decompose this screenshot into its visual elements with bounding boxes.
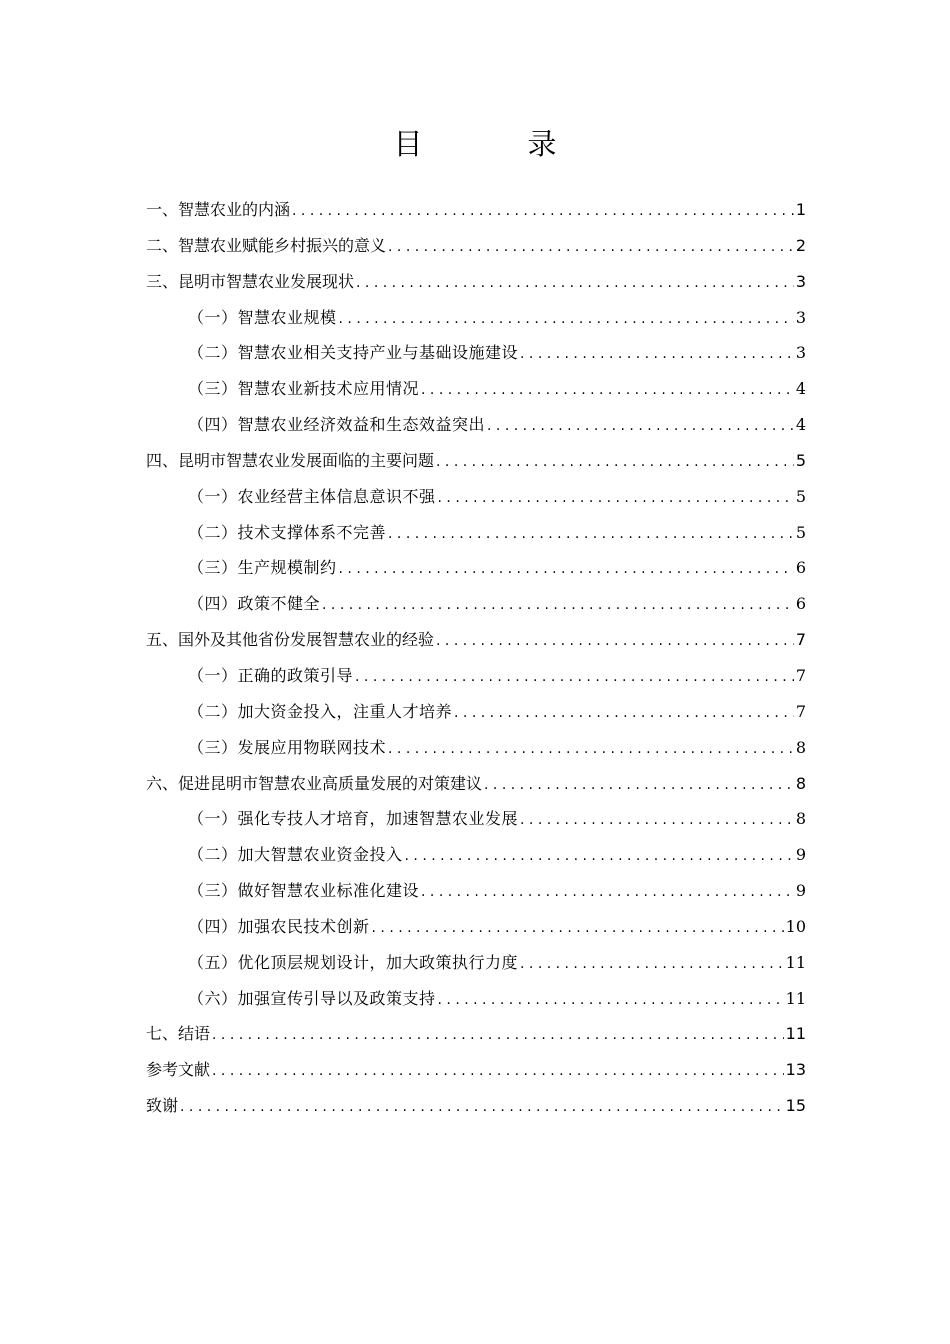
toc-entry-page-number: 3 bbox=[795, 343, 806, 363]
toc-dot-leader bbox=[436, 445, 794, 479]
toc-dot-leader bbox=[405, 839, 794, 873]
toc-dot-leader bbox=[454, 696, 794, 730]
toc-entry-page-number: 15 bbox=[785, 1096, 806, 1116]
toc-entry-title: 七、结语 bbox=[146, 1024, 211, 1044]
toc-entry[interactable] bbox=[146, 300, 806, 336]
toc-entry[interactable] bbox=[146, 730, 806, 766]
toc-entry-page-number: 10 bbox=[785, 916, 806, 936]
toc-entry[interactable] bbox=[146, 335, 806, 371]
toc-dot-leader bbox=[212, 1018, 784, 1052]
page-title: 目 录 bbox=[393, 127, 595, 161]
toc-entry-page-number: 9 bbox=[795, 881, 806, 901]
toc-entry[interactable] bbox=[146, 658, 806, 694]
toc-dot-leader bbox=[356, 266, 794, 300]
toc-dot-leader bbox=[388, 732, 794, 766]
toc-entry-page-number: 5 bbox=[795, 486, 806, 506]
toc-entry-title: （三）生产规模制约 bbox=[188, 558, 337, 578]
toc-entry-title: 六、促进昆明市智慧农业高质量发展的对策建议 bbox=[146, 773, 483, 793]
toc-dot-leader bbox=[372, 911, 784, 945]
toc-entry-page-number: 11 bbox=[785, 988, 806, 1008]
toc-entry-title: （一）正确的政策引导 bbox=[188, 665, 354, 685]
toc-entry[interactable] bbox=[146, 981, 806, 1017]
toc-dot-leader bbox=[421, 373, 794, 407]
toc-entry[interactable] bbox=[146, 407, 806, 443]
toc-entry-title: （二）智慧农业相关支持产业与基础设施建设 bbox=[188, 343, 519, 363]
toc-entry[interactable] bbox=[146, 443, 806, 479]
toc-entry-page-number: 8 bbox=[795, 737, 806, 757]
toc-entry-title: （二）加大智慧农业资金投入 bbox=[188, 845, 403, 865]
toc-entry-page-number: 11 bbox=[785, 1024, 806, 1044]
toc-entry[interactable] bbox=[146, 1052, 806, 1088]
toc-dot-leader bbox=[438, 481, 794, 515]
toc-dot-leader bbox=[388, 230, 794, 264]
toc-dot-leader bbox=[212, 1054, 784, 1088]
toc-entry-title: （四）加强农民技术创新 bbox=[188, 916, 370, 936]
toc-entry-page-number: 5 bbox=[795, 522, 806, 542]
toc-dot-leader bbox=[421, 875, 794, 909]
toc-entry-page-number: 11 bbox=[785, 952, 806, 972]
toc-entry[interactable] bbox=[146, 801, 806, 837]
toc-dot-leader bbox=[180, 1090, 784, 1124]
toc-entry-page-number: 4 bbox=[795, 415, 806, 435]
toc-entry-page-number: 6 bbox=[795, 558, 806, 578]
toc-entry-title: （一）强化专技人才培育，加速智慧农业发展 bbox=[188, 809, 519, 829]
toc-entry-title: 四、昆明市智慧农业发展面临的主要问题 bbox=[146, 450, 435, 470]
toc-entry-page-number: 4 bbox=[795, 379, 806, 399]
toc-entry-title: （四）政策不健全 bbox=[188, 594, 321, 614]
toc-entry[interactable] bbox=[146, 945, 806, 981]
toc-entry[interactable] bbox=[146, 766, 806, 802]
toc-entry-title: 五、国外及其他省份发展智慧农业的经验 bbox=[146, 630, 435, 650]
toc-entry[interactable] bbox=[146, 192, 806, 228]
toc-entry-title: （二）加大资金投入，注重人才培养 bbox=[188, 701, 453, 721]
toc-entry-title: （三）发展应用物联网技术 bbox=[188, 737, 387, 757]
toc-entry-title: （一）农业经营主体信息意识不强 bbox=[188, 486, 436, 506]
toc-entry-page-number: 5 bbox=[795, 450, 806, 470]
toc-entry-title: （一）智慧农业规模 bbox=[188, 307, 337, 327]
toc-dot-leader bbox=[438, 983, 784, 1017]
toc-entry-page-number: 9 bbox=[795, 845, 806, 865]
toc-dot-leader bbox=[322, 588, 794, 622]
toc-dot-leader bbox=[339, 302, 794, 336]
toc-entry[interactable] bbox=[146, 515, 806, 551]
toc-entry-page-number: 1 bbox=[795, 200, 806, 219]
toc-entry[interactable] bbox=[146, 586, 806, 622]
toc-entry[interactable] bbox=[146, 837, 806, 873]
toc-dot-leader bbox=[436, 624, 794, 658]
toc-entry-page-number: 3 bbox=[795, 307, 806, 327]
toc-dot-leader bbox=[388, 517, 794, 551]
toc-entry[interactable] bbox=[146, 1088, 806, 1124]
toc-dot-leader bbox=[520, 337, 794, 371]
toc-entry[interactable] bbox=[146, 264, 806, 300]
table-of-contents bbox=[146, 192, 806, 1124]
toc-entry-title: 三、昆明市智慧农业发展现状 bbox=[146, 271, 355, 291]
toc-entry-title: （三）做好智慧农业标准化建设 bbox=[188, 881, 420, 901]
toc-dot-leader bbox=[355, 660, 794, 694]
toc-entry[interactable] bbox=[146, 1016, 806, 1052]
toc-dot-leader bbox=[339, 552, 794, 586]
toc-entry-page-number: 2 bbox=[795, 235, 806, 255]
toc-entry-title: （二）技术支撑体系不完善 bbox=[188, 522, 387, 542]
toc-entry-title: （六）加强宣传引导以及政策支持 bbox=[188, 988, 436, 1008]
toc-entry[interactable] bbox=[146, 873, 806, 909]
toc-entry-page-number: 13 bbox=[785, 1060, 806, 1080]
toc-entry-title: 致谢 bbox=[146, 1096, 179, 1116]
toc-entry-title: 一、智慧农业的内涵 bbox=[146, 200, 291, 219]
toc-entry-title: 参考文献 bbox=[146, 1060, 211, 1080]
toc-entry[interactable] bbox=[146, 479, 806, 515]
toc-entry-page-number: 8 bbox=[795, 773, 806, 793]
toc-entry-title: （四）智慧农业经济效益和生态效益突出 bbox=[188, 415, 486, 435]
toc-entry-page-number: 6 bbox=[795, 594, 806, 614]
toc-entry-page-number: 7 bbox=[795, 665, 806, 685]
toc-dot-leader bbox=[520, 947, 784, 981]
toc-entry[interactable] bbox=[146, 694, 806, 730]
toc-entry[interactable] bbox=[146, 228, 806, 264]
toc-entry[interactable] bbox=[146, 622, 806, 658]
toc-entry-title: 二、智慧农业赋能乡村振兴的意义 bbox=[146, 235, 387, 255]
toc-entry-title: （三）智慧农业新技术应用情况 bbox=[188, 379, 420, 399]
toc-entry-title: （五）优化顶层规划设计，加大政策执行力度 bbox=[188, 952, 519, 972]
toc-dot-leader bbox=[484, 768, 794, 802]
toc-entry-page-number: 3 bbox=[795, 271, 806, 291]
toc-entry-page-number: 7 bbox=[795, 701, 806, 721]
toc-dot-leader bbox=[520, 803, 794, 837]
toc-dot-leader bbox=[487, 409, 794, 443]
toc-entry[interactable] bbox=[146, 371, 806, 407]
toc-dot-leader bbox=[292, 194, 794, 228]
toc-entry[interactable] bbox=[146, 550, 806, 586]
toc-entry-page-number: 7 bbox=[795, 630, 806, 650]
toc-entry-page-number: 8 bbox=[795, 809, 806, 829]
toc-entry[interactable] bbox=[146, 909, 806, 945]
